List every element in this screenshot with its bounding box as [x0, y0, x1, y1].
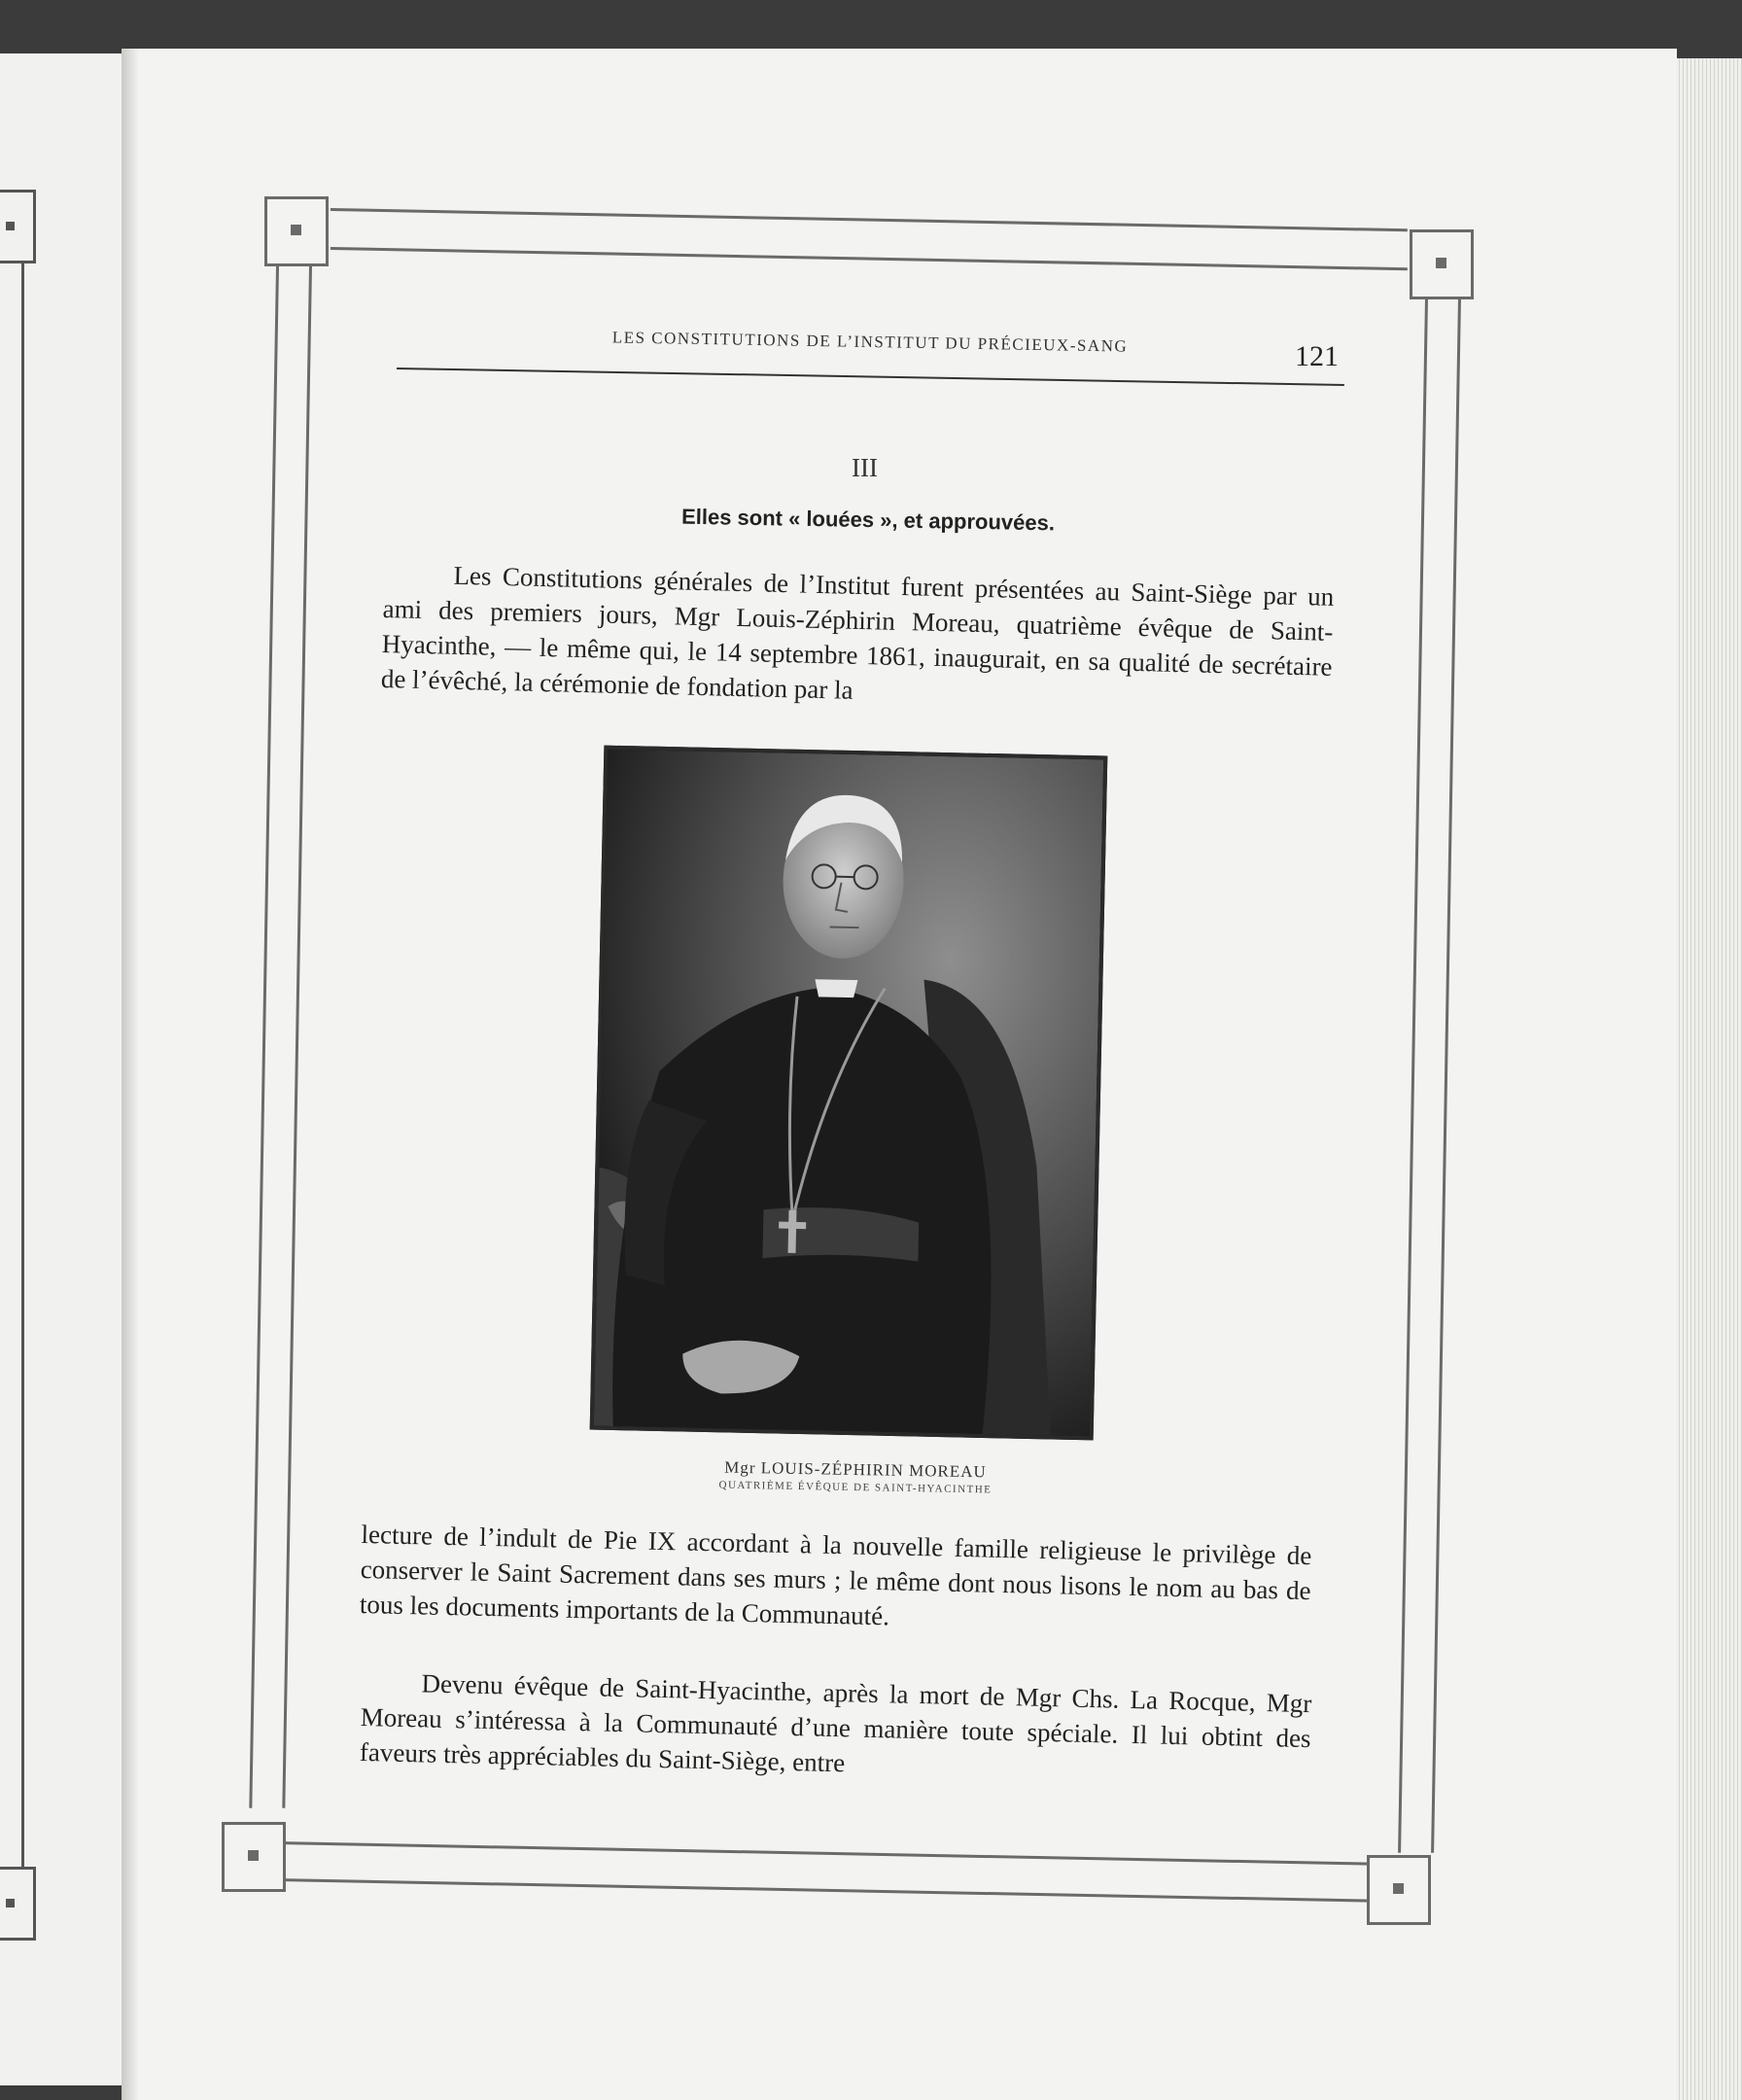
paragraph: Les Constitutions générales de l’Institut furent présentées au Saint-Siège par un ami des premiers jours, Mgr Louis-Zéphirin Moreau, quatrième évêque de Saint-Hyacinthe, — le même qui, le 14 septembre 1861, inaugurait, en sa qualité de secrétaire de l’évêché, la cérémonie de fondation par la	[380, 560, 1335, 705]
facing-page	[0, 53, 138, 2085]
facing-page-corner	[0, 1867, 36, 1941]
facing-page-corner	[0, 190, 36, 263]
caption-name: Mgr LOUIS-ZÉPHIRIN MOREAU	[724, 1457, 987, 1482]
caption-subtitle: QUATRIÈME ÉVÊQUE DE SAINT-HYACINTHE	[718, 1479, 993, 1496]
portrait-photo	[590, 746, 1108, 1441]
paragraph: lecture de l’indult de Pie IX accordant à la nouvelle famille religieuse le privilège de conserver le Saint Sacrement dans ses murs ; le même dont nous lisons le nom au bas de tous les documents importants de la Communauté.	[359, 1519, 1312, 1631]
page-number: 121	[1295, 340, 1339, 372]
facing-page-frame	[0, 238, 24, 1940]
running-head: LES CONSTITUTIONS DE L’INSTITUT DU PRÉCIEUX-SANG	[611, 328, 1129, 356]
section-number: III	[852, 453, 878, 482]
section-title: Elles sont « louées », et approuvées.	[680, 504, 1056, 536]
paragraph: Devenu évêque de Saint-Hyacinthe, après la mort de Mgr Chs. La Rocque, Mgr Moreau s’intéressa à la Communauté d’une manière toute spéciale. Il lui obtint des faveurs très appréciables du Saint-Siège, entre	[359, 1668, 1312, 1778]
